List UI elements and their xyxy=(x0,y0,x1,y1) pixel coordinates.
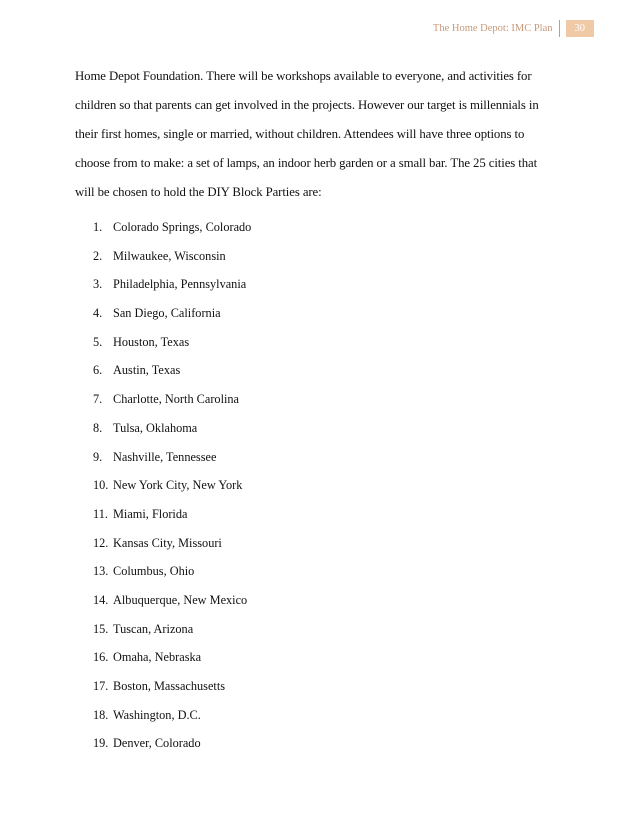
list-item xyxy=(93,557,251,586)
city-name: Tuscan, Arizona xyxy=(113,621,194,636)
city-name: Milwaukee, Wisconsin xyxy=(113,248,226,263)
list-number: 12. xyxy=(93,535,109,550)
list-item xyxy=(93,443,251,472)
list-number: 11. xyxy=(93,506,108,521)
city-name: Colorado Springs, Colorado xyxy=(113,220,252,234)
list-item xyxy=(93,615,251,644)
list-number: 16. xyxy=(93,650,109,665)
city-list xyxy=(93,213,251,758)
city-name: New York City, New York xyxy=(113,478,243,493)
page-header xyxy=(433,20,594,37)
city-name: Nashville, Tennessee xyxy=(113,449,217,464)
list-number: 15. xyxy=(93,621,109,636)
list-item xyxy=(93,356,251,385)
list-item xyxy=(93,643,251,672)
paragraph-line: Home Depot Foundation. There will be workshops available to everyone, and activities for xyxy=(75,69,532,83)
city-name: Miami, Florida xyxy=(113,506,188,521)
list-number: 10. xyxy=(93,478,109,493)
list-item xyxy=(93,242,251,271)
list-number: 9. xyxy=(93,449,103,464)
list-item xyxy=(93,729,251,758)
list-item xyxy=(93,299,251,328)
list-number: 8. xyxy=(93,420,103,435)
paragraph-line: will be chosen to hold the DIY Block Parties are: xyxy=(75,185,322,199)
body-paragraph xyxy=(75,62,565,207)
city-name: Charlotte, North Carolina xyxy=(113,392,240,407)
city-name: Tulsa, Oklahoma xyxy=(113,420,198,435)
list-item xyxy=(93,586,251,615)
list-number: 2. xyxy=(93,248,103,263)
list-number: 1. xyxy=(93,220,103,234)
paragraph-line: their first homes, single or married, without children. Attendees will have three options to xyxy=(75,127,525,141)
city-name: Columbus, Ohio xyxy=(113,564,195,579)
list-number: 7. xyxy=(93,392,103,407)
list-item xyxy=(93,414,251,443)
list-number: 5. xyxy=(93,334,103,349)
city-name: Omaha, Nebraska xyxy=(113,650,202,665)
list-item xyxy=(93,471,251,500)
header-title: The Home Depot: IMC Plan xyxy=(433,20,560,37)
list-number: 4. xyxy=(93,306,103,321)
list-item xyxy=(93,385,251,414)
list-item xyxy=(93,213,251,242)
paragraph-line: children so that parents can get involved in the projects. However our target is millennials in xyxy=(75,98,539,112)
city-name: Boston, Massachusetts xyxy=(113,679,226,693)
page-number: 30 xyxy=(566,20,595,37)
list-item xyxy=(93,529,251,558)
list-number: 14. xyxy=(93,592,109,607)
list-number: 3. xyxy=(93,277,103,292)
city-name: Washington, D.C. xyxy=(113,707,201,722)
list-item xyxy=(93,672,251,701)
city-name: Austin, Texas xyxy=(113,363,181,378)
city-name: Houston, Texas xyxy=(113,334,190,349)
list-number: 6. xyxy=(93,363,103,378)
paragraph-line: choose from to make: a set of lamps, an indoor herb garden or a small bar. The 25 cities that xyxy=(75,156,538,170)
list-item xyxy=(93,328,251,357)
list-item xyxy=(93,500,251,529)
list-number: 17. xyxy=(93,679,109,693)
city-name: Philadelphia, Pennsylvania xyxy=(113,277,247,292)
list-number: 13. xyxy=(93,564,109,579)
list-item xyxy=(93,701,251,730)
city-name: Denver, Colorado xyxy=(113,736,201,751)
city-name: San Diego, California xyxy=(113,306,221,321)
list-number: 18. xyxy=(93,707,109,722)
city-name: Kansas City, Missouri xyxy=(113,535,222,550)
city-name: Albuquerque, New Mexico xyxy=(113,592,248,607)
list-number: 19. xyxy=(93,736,109,751)
list-item xyxy=(93,270,251,299)
